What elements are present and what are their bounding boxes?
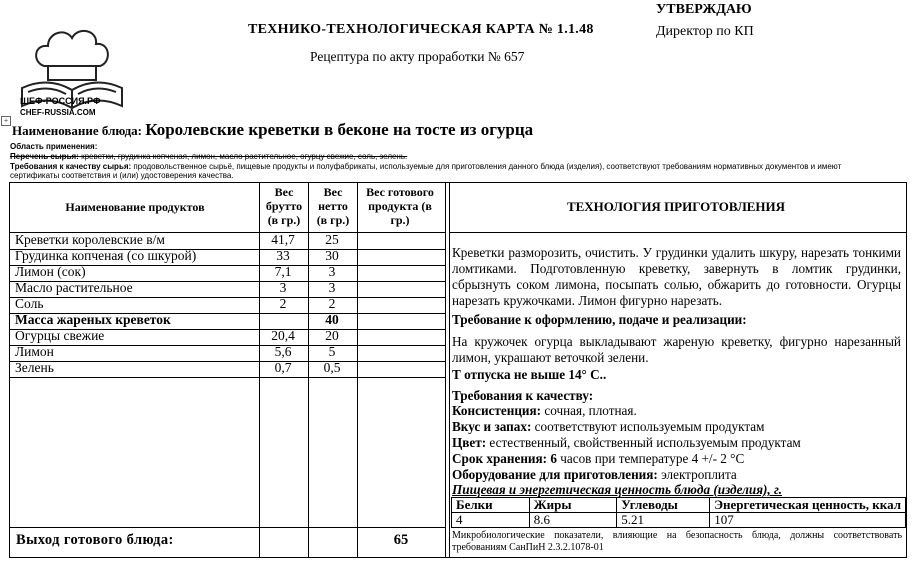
nutrition-title: Пищевая и энергетическая ценность блюда (изделия), г. xyxy=(452,482,782,497)
nutrition-value: 4 xyxy=(452,513,530,528)
micro-text: Микробиологические показатели, влияющие на безопасность блюда, должны соответствовать требованиям СанПиН 2.3.2.1078-01 xyxy=(452,530,902,553)
recipe-subtitle: Рецептура по акту проработки № 657 xyxy=(310,49,525,64)
logo-text-en: CHEF-RUSSIA.COM xyxy=(20,108,96,117)
raw-req-label: Требования к качеству сырья: xyxy=(10,162,132,171)
taste xyxy=(452,419,764,435)
row-name: Огурцы свежие xyxy=(15,328,105,343)
consistency xyxy=(452,403,637,419)
row-net: 3 xyxy=(328,280,336,295)
approve-label: УТВЕРЖДАЮ xyxy=(656,2,752,17)
nutrition-header: Углеводы xyxy=(617,498,710,513)
row-gross: 0,7 xyxy=(274,360,292,375)
nutrition-table xyxy=(451,497,906,528)
row-net: 5 xyxy=(328,344,336,359)
nutrition-value: 8.6 xyxy=(529,513,616,528)
row-net: 25 xyxy=(325,232,339,247)
row-name: Масса жареных креветок xyxy=(15,312,171,327)
nutrition-header: Жиры xyxy=(529,498,616,513)
raw-requirements xyxy=(10,162,890,180)
col-ready-header: Вес готового продукта (в гр.) xyxy=(366,185,434,227)
row-gross xyxy=(259,312,307,328)
color-label: Цвет: xyxy=(452,435,487,450)
area-label: Область применения: xyxy=(10,142,98,151)
row-net: 0,5 xyxy=(323,360,341,375)
row-gross: 2 xyxy=(279,296,287,311)
row-name: Лимон xyxy=(15,344,54,359)
raw-list-label: Перечень сырья: xyxy=(10,152,79,161)
nutrition-header: Энергетическая ценность, ккал xyxy=(710,498,906,513)
shelf-label: Срок хранения: xyxy=(452,451,548,466)
equip-value: электроплита xyxy=(661,467,737,482)
raw-list-text: креветки, грудинка копченая, лимон, масло растительное, огурцу свежие, соль, зелень. xyxy=(81,152,408,161)
yield-label: Выход готового блюда: xyxy=(16,532,174,548)
row-net: 40 xyxy=(325,312,339,327)
nutrition-value: 107 xyxy=(710,513,906,528)
card-title: ТЕХНИКО-ТЕХНОЛОГИЧЕСКАЯ КАРТА № 1.1.48 xyxy=(248,22,594,37)
serve-text: На кружочек огурца выкладывают жареную креветку, фигурно нарезанный лимон, украшают веточкой зелени. xyxy=(452,334,901,365)
dish-name xyxy=(12,120,533,140)
row-gross: 41,7 xyxy=(271,232,295,247)
row-gross: 7,1 xyxy=(274,264,292,279)
consistency-label: Консистенция: xyxy=(452,403,542,418)
equip-label: Оборудование для приготовления: xyxy=(452,467,658,482)
row-name: Масло растительное xyxy=(15,280,133,295)
nutrition-header: Белки xyxy=(452,498,530,513)
dish-label: Наименование блюда: xyxy=(12,123,142,138)
nutrition-value: 5.21 xyxy=(617,513,710,528)
taste-value: соответствуют используемым продуктам xyxy=(534,419,765,434)
row-net: 20 xyxy=(325,328,339,343)
row-gross: 20,4 xyxy=(271,328,295,343)
row-name: Соль xyxy=(15,296,44,311)
equipment xyxy=(452,467,737,483)
col-product-header: Наименование продуктов xyxy=(65,200,205,214)
row-name: Креветки королевские в/м xyxy=(15,232,165,247)
row-net: 3 xyxy=(328,264,336,279)
raw-list xyxy=(10,152,890,161)
taste-label: Вкус и запах: xyxy=(452,419,532,434)
row-name: Зелень xyxy=(15,360,54,375)
consistency-value: сочная, плотная. xyxy=(544,403,637,418)
shelf-life xyxy=(452,451,744,467)
row-name: Грудинка копченая (со шкурой) xyxy=(15,248,197,263)
col-gross-header: Вес брутто (в гр.) xyxy=(265,185,303,227)
shelf-value: часов при температуре 4 +/- 2 °С xyxy=(560,451,745,466)
col-net-header: Вес нетто (в гр.) xyxy=(316,185,350,227)
row-net: 30 xyxy=(325,248,339,263)
shelf-num: 6 xyxy=(550,451,557,466)
color xyxy=(452,435,801,451)
tech-process: Креветки разморозить, очистить. У грудинки удалить шкуру, нарезать тонкими ломтиками. Подготовленную креветку, завернуть в ломтик грудинки, сбрызнуть соком лимона, посыпать солью, обжарить до готовности. Огурцы нарезать кружочками. Лимон фигурно нарезать. xyxy=(452,245,901,308)
logo-text-ru: ШЕФ-РОССИЯ.РФ xyxy=(20,96,101,106)
director-label: Директор по КП xyxy=(656,24,754,39)
row-gross: 33 xyxy=(276,248,290,263)
row-net: 2 xyxy=(328,296,336,311)
yield-value: 65 xyxy=(393,532,409,548)
serve-title: Требование к оформлению, подаче и реализации: xyxy=(452,312,747,327)
row-name: Лимон (сок) xyxy=(15,264,86,279)
temp-text: Т отпуска не выше 14° С.. xyxy=(452,367,607,382)
row-gross: 5,6 xyxy=(274,344,292,359)
dish-title: Королевские креветки в беконе на тосте из огурца xyxy=(145,120,534,139)
raw-req-text: продовольственное сырьё, пищевые продукты и полуфабрикаты, используемые для приготовления данного блюда (изделия), соответствуют требованиям нормативных документов и имеют сертификаты соответствия и (или) удостоверения качества. xyxy=(10,162,842,180)
color-value: естественный, свойственный используемым продуктам xyxy=(489,435,801,450)
row-gross: 3 xyxy=(279,280,287,295)
col-tech-header: ТЕХНОЛОГИЯ ПРИГОТОВЛЕНИЯ xyxy=(566,199,786,214)
table-move-handle[interactable]: + xyxy=(1,116,11,126)
quality-title: Требования к качеству: xyxy=(452,388,594,403)
